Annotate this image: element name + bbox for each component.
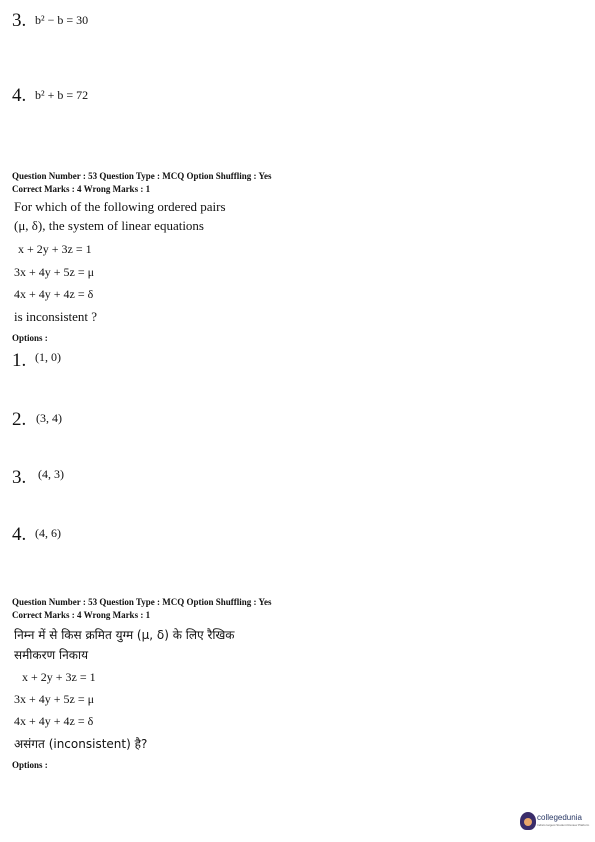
hindi-question-meta-line2: Correct Marks : 4 Wrong Marks : 1	[12, 610, 151, 620]
equation-1: x + 2y + 3z = 1	[18, 242, 92, 256]
option-4-number: 4.	[12, 524, 27, 545]
collegedunia-logo	[520, 811, 592, 833]
prev-option-4-text: b² + b = 72	[35, 88, 89, 102]
prev-option-3-number: 3.	[12, 10, 27, 31]
hindi-question-text-line1: निम्न में से किस क्रमित युग्म (μ, δ) के लिए रैखिक	[14, 628, 235, 642]
option-3-number: 3.	[12, 467, 27, 488]
prev-option-4-number: 4.	[12, 85, 27, 106]
logo-name: collegedunia	[537, 813, 582, 822]
question-text-line1: For which of the following ordered pairs	[14, 199, 226, 214]
option-3-text: (4, 3)	[38, 467, 64, 481]
equation-2: 3x + 4y + 5z = μ	[14, 265, 95, 279]
hindi-question-text-line2: समीकरण निकाय	[14, 648, 89, 662]
hindi-equation-2: 3x + 4y + 5z = μ	[14, 692, 95, 706]
hindi-options-label: Options :	[12, 760, 48, 770]
question-text-line2: (μ, δ), the system of linear equations	[14, 218, 204, 233]
student-avatar-icon	[520, 812, 536, 830]
hindi-question-meta-line1: Question Number : 53 Question Type : MCQ Option Shuffling : Yes	[12, 597, 272, 607]
options-label: Options :	[12, 333, 48, 343]
option-1-number: 1.	[12, 350, 27, 371]
hindi-equation-3: 4x + 4y + 4z = δ	[14, 714, 94, 728]
hindi-equation-1: x + 2y + 3z = 1	[22, 670, 96, 684]
option-2-text: (3, 4)	[36, 411, 62, 425]
option-2-number: 2.	[12, 409, 27, 430]
option-4-text: (4, 6)	[35, 526, 61, 540]
hindi-question-text-line3: असंगत (inconsistent) है?	[14, 737, 148, 751]
question-text-line3: is inconsistent ?	[14, 309, 98, 324]
logo-tagline: India's largest Student Review Platform	[537, 823, 590, 827]
prev-option-3-text: b² − b = 30	[35, 13, 89, 27]
equation-3: 4x + 4y + 4z = δ	[14, 287, 94, 301]
question-meta-line1: Question Number : 53 Question Type : MCQ Option Shuffling : Yes	[12, 171, 272, 181]
option-1-text: (1, 0)	[35, 350, 61, 364]
question-meta-line2: Correct Marks : 4 Wrong Marks : 1	[12, 184, 151, 194]
